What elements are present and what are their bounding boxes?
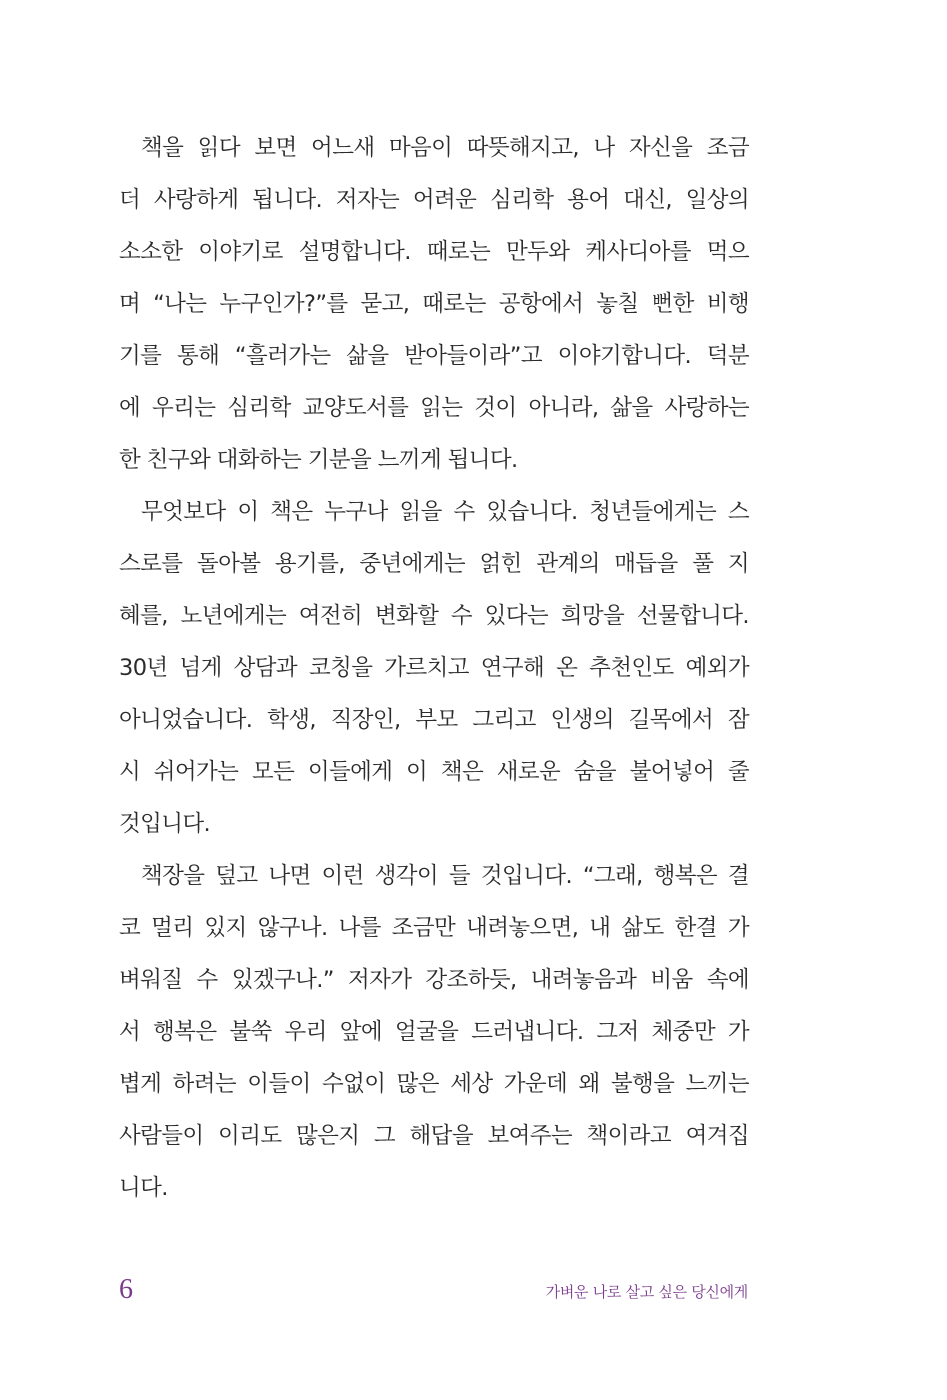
text-line: 기를 통해 “흘러가는 삶을 받아들이라”고 이야기합니다. 덕분 <box>119 343 749 369</box>
text-line: 서 행복은 불쑥 우리 앞에 얼굴을 드러냅니다. 그저 체중만 가 <box>119 1019 749 1045</box>
text-line: 한 친구와 대화하는 기분을 느끼게 됩니다. <box>119 447 518 473</box>
text-line: 무엇보다 이 책은 누구나 읽을 수 있습니다. 청년들에게는 스 <box>141 499 749 525</box>
text-line: 혜를, 노년에게는 여전히 변화할 수 있다는 희망을 선물합니다. <box>119 603 749 629</box>
text-line: 30년 넘게 상담과 코칭을 가르치고 연구해 온 추천인도 예외가 <box>119 655 749 681</box>
text-line: 코 멀리 있지 않구나. 나를 조금만 내려놓으면, 내 삶도 한결 가 <box>119 915 749 941</box>
text-line: 벼워질 수 있겠구나.” 저자가 강조하듯, 내려놓음과 비움 속에 <box>119 967 749 993</box>
text-line: 더 사랑하게 됩니다. 저자는 어려운 심리학 용어 대신, 일상의 <box>119 187 749 213</box>
text-line: 에 우리는 심리학 교양도서를 읽는 것이 아니라, 삶을 사랑하는 <box>119 395 749 421</box>
text-line: 아니었습니다. 학생, 직장인, 부모 그리고 인생의 길목에서 잠 <box>119 707 749 733</box>
text-line: 사람들이 이리도 많은지 그 해답을 보여주는 책이라고 여겨집 <box>119 1123 749 1149</box>
text-line: 스로를 돌아볼 용기를, 중년에게는 얽힌 관계의 매듭을 풀 지 <box>119 551 749 577</box>
text-line: 것입니다. <box>119 811 211 837</box>
text-line: 시 쉬어가는 모든 이들에게 이 책은 새로운 숨을 불어넣어 줄 <box>119 759 749 785</box>
text-line: 볍게 하려는 이들이 수없이 많은 세상 가운데 왜 불행을 느끼는 <box>119 1071 749 1097</box>
text-line: 니다. <box>119 1175 168 1201</box>
running-footer-title: 가벼운 나로 살고 싶은 당신에게 <box>545 1283 748 1301</box>
text-line: 책을 읽다 보면 어느새 마음이 따뜻해지고, 나 자신을 조금 <box>141 135 749 161</box>
text-line: 소소한 이야기로 설명합니다. 때로는 만두와 케사디아를 먹으 <box>119 239 749 265</box>
page-number: 6 <box>119 1274 133 1305</box>
text-line: 책장을 덮고 나면 이런 생각이 들 것입니다. “그래, 행복은 결 <box>141 863 749 889</box>
text-line: 며 “나는 누구인가?”를 묻고, 때로는 공항에서 놓칠 뻔한 비행 <box>119 291 749 317</box>
